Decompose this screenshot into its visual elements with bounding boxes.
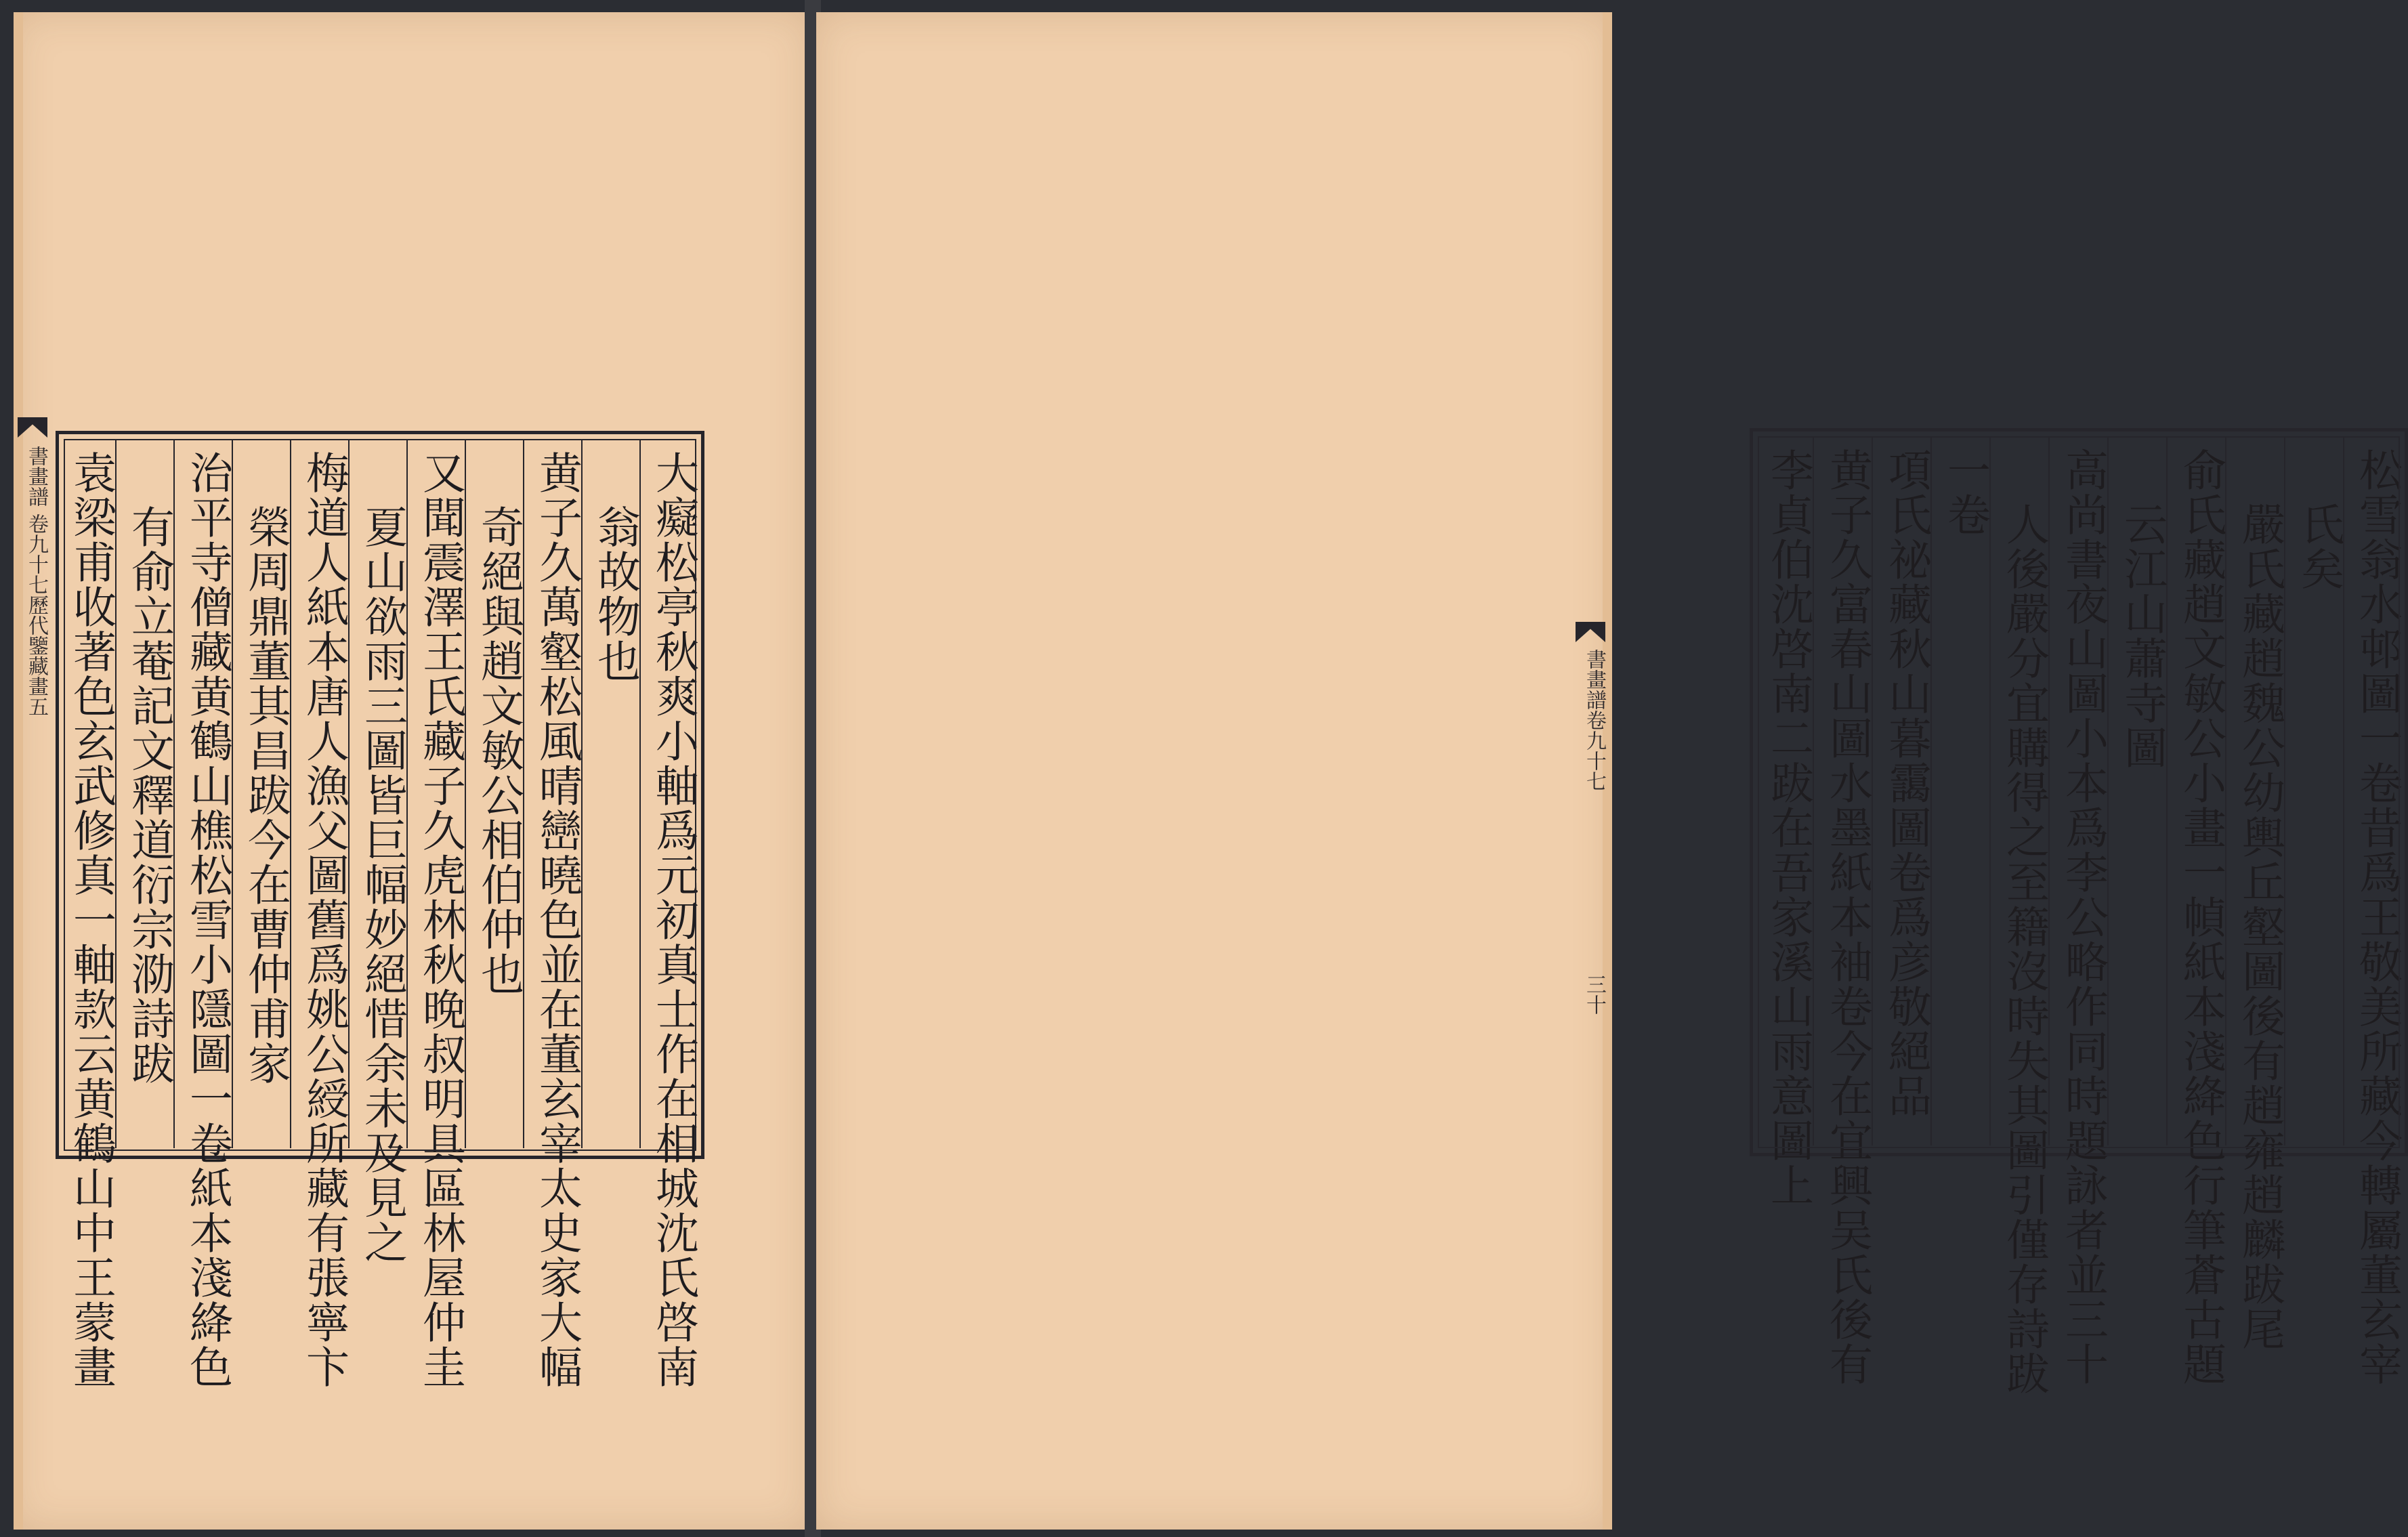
fishtail-mark — [18, 417, 47, 438]
text-column: 梅道人紙本唐人漁父圖舊爲姚公綬所藏有張寧卞 — [290, 440, 348, 1148]
text-column: 又聞震澤王氏藏子久虎林秋晚叔明具區林屋仲圭 — [406, 440, 465, 1148]
right-margin-folio: 三十 — [1582, 974, 1606, 1015]
text-column: 奇絕與趙文敏公相伯仲也 — [465, 440, 523, 1148]
text-column: 袁梁甫收著色玄武修真一軸款云黄鶴山中王蒙畫 — [66, 450, 116, 1389]
text-column: 高尚書夜山圖小本爲李公略作同時題詠者並三十 — [2048, 438, 2107, 1145]
text-column: 氏矣 — [2284, 438, 2343, 1145]
text-column: 黄子久富春山圖水墨紙本袖卷今在宜興吴氏後有 — [1813, 438, 1872, 1145]
right-margin-book-title: 書畫譜卷九十七 — [1582, 649, 1606, 791]
left-margin-book-title: 書畫譜 — [24, 446, 48, 507]
text-column: 黄子久萬壑松風晴巒曉色並在董玄宰太史家大幅 — [523, 440, 581, 1148]
left-page-margin — [16, 412, 51, 1191]
right-page — [816, 12, 2402, 1530]
left-text-frame — [56, 431, 704, 1389]
text-column: 有俞立菴記文釋道衍宗泐詩跋 — [115, 440, 173, 1148]
text-column: 榮周鼎董其昌跋今在曹仲甫家 — [232, 440, 290, 1148]
text-column: 俞氏藏趙文敏公小畫一幀紙本淺絳色行筆蒼古題 — [2166, 438, 2225, 1145]
fishtail-mark — [1576, 622, 1605, 642]
text-column: 治平寺僧藏黄鶴山樵松雪小隱圖一卷紙本淺絳色 — [173, 440, 232, 1148]
text-column: 一卷 — [1930, 438, 1989, 1145]
text-column: 松雪翁水邨圖一卷昔爲王敬美所藏今轉屬董玄宰 — [2343, 438, 2401, 1145]
text-column: 項氏祕藏秋山暮靄圖卷爲彦敬絕品 — [1872, 438, 1930, 1145]
text-column: 夏山欲雨三圖皆巨幅妙絕惜余未及見之 — [348, 440, 406, 1148]
text-column: 嚴氏藏趙魏公幼輿丘壑圖後有趙雍趙麟跋尾 — [2225, 438, 2284, 1145]
right-text-frame — [1750, 428, 2408, 1396]
left-page — [14, 12, 809, 1530]
text-column: 大癡松亭秋爽小軸爲元初真士作在相城沈氏啓南 — [639, 440, 698, 1148]
text-column: 李貞伯沈啓南二跋在吾家溪山雨意圖上 — [1763, 448, 1813, 1208]
left-margin-chapter: 卷九十七歷代鑒藏畫五 — [24, 513, 48, 717]
right-page-margin — [1574, 412, 1609, 1191]
text-column: 翁故物也 — [581, 440, 639, 1148]
text-column: 人後嚴分宜購得之至籍沒時失其圖引僅存詩跋 — [1989, 438, 2048, 1145]
text-column: 云江山蕭寺圖 — [2107, 438, 2166, 1145]
